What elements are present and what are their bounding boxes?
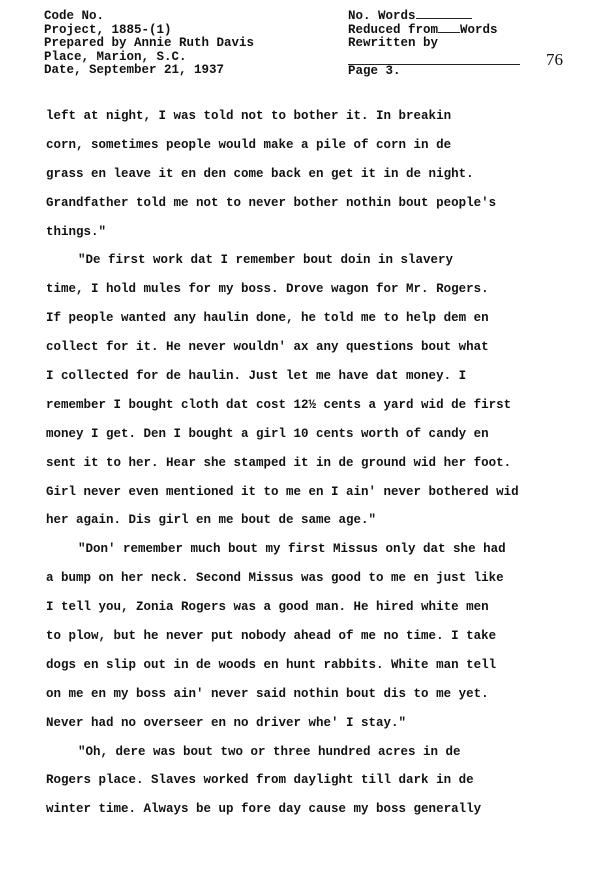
page-label: Page 3.	[348, 63, 401, 78]
text-line: sent it to her. Hear she stamped it in de ground wid her foot.	[46, 455, 512, 470]
text-line: Grandfather told me not to never bother nothin bout people's	[46, 195, 497, 210]
text-line: Never had no overseer en no driver whe' I stay."	[46, 715, 407, 730]
text-line: a bump on her neck. Second Missus was good to me en just like	[46, 571, 504, 586]
text-line: her again. Dis girl en me bout de same age."	[46, 513, 377, 528]
text-line: grass en leave it en den come back en get it in de night.	[46, 166, 474, 181]
text-line: dogs en slip out in de woods en hunt rabbits. White man tell	[46, 657, 497, 672]
text-line: things."	[46, 224, 107, 239]
no-words-blank	[416, 18, 472, 19]
prepared-by: Prepared by Annie Ruth Davis	[44, 36, 255, 51]
reduced-from-label: Reduced from	[348, 22, 439, 37]
header-rule	[348, 64, 520, 65]
text-line: to plow, but he never put nobody ahead of me no time. I take	[46, 629, 497, 644]
text-line: corn, sometimes people would make a pile of corn in de	[46, 137, 452, 152]
text-line: money I get. Den I bought a girl 10 cents worth of candy en	[46, 426, 489, 441]
date: Date, September 21, 1937	[44, 63, 225, 78]
header-word-count	[348, 10, 498, 78]
place: Place, Marion, S.C.	[44, 49, 187, 64]
text-line: "Don' remember much bout my first Missus only dat she had	[78, 542, 506, 557]
rewritten-by: Rewritten by	[348, 36, 439, 51]
text-line: I collected for de haulin. Just let me have dat money. I	[46, 369, 467, 384]
text-line: on me en my boss ain' never said nothin bout dis to me yet.	[46, 686, 489, 701]
text-line: remember I bought cloth dat cost 12½ cents a yard wid de first	[46, 397, 512, 412]
no-words-field	[348, 10, 498, 24]
text-line: time, I hold mules for my boss. Drove wagon for Mr. Rogers.	[46, 282, 489, 297]
transcript-body	[46, 102, 586, 824]
text-line: "De first work dat I remember bout doin in slavery	[78, 253, 454, 268]
reduced-from-field	[348, 24, 498, 38]
text-line: left at night, I was told not to bother it. In breakin	[46, 109, 452, 123]
text-line: "Oh, dere was bout two or three hundred acres in de	[78, 744, 461, 759]
no-words-label: No. Words	[348, 9, 416, 23]
text-line: Rogers place. Slaves worked from daylight till dark in de	[46, 773, 474, 788]
words-label: Words	[460, 22, 498, 37]
text-line: If people wanted any haulin done, he told me to help dem en	[46, 311, 489, 326]
header-metadata	[44, 10, 254, 78]
page-number: 76	[546, 50, 563, 69]
text-line: winter time. Always be up fore day cause my boss generally	[46, 802, 482, 817]
code-no: Code No.	[44, 9, 105, 23]
project: Project, 1885-(1)	[44, 22, 172, 37]
text-line: I tell you, Zonia Rogers was a good man. He hired white men	[46, 600, 489, 615]
text-line: Girl never even mentioned it to me en I ain' never bothered wid	[46, 484, 519, 499]
text-line: collect for it. He never wouldn' ax any questions bout what	[46, 340, 489, 355]
reduced-from-blank	[438, 32, 460, 33]
